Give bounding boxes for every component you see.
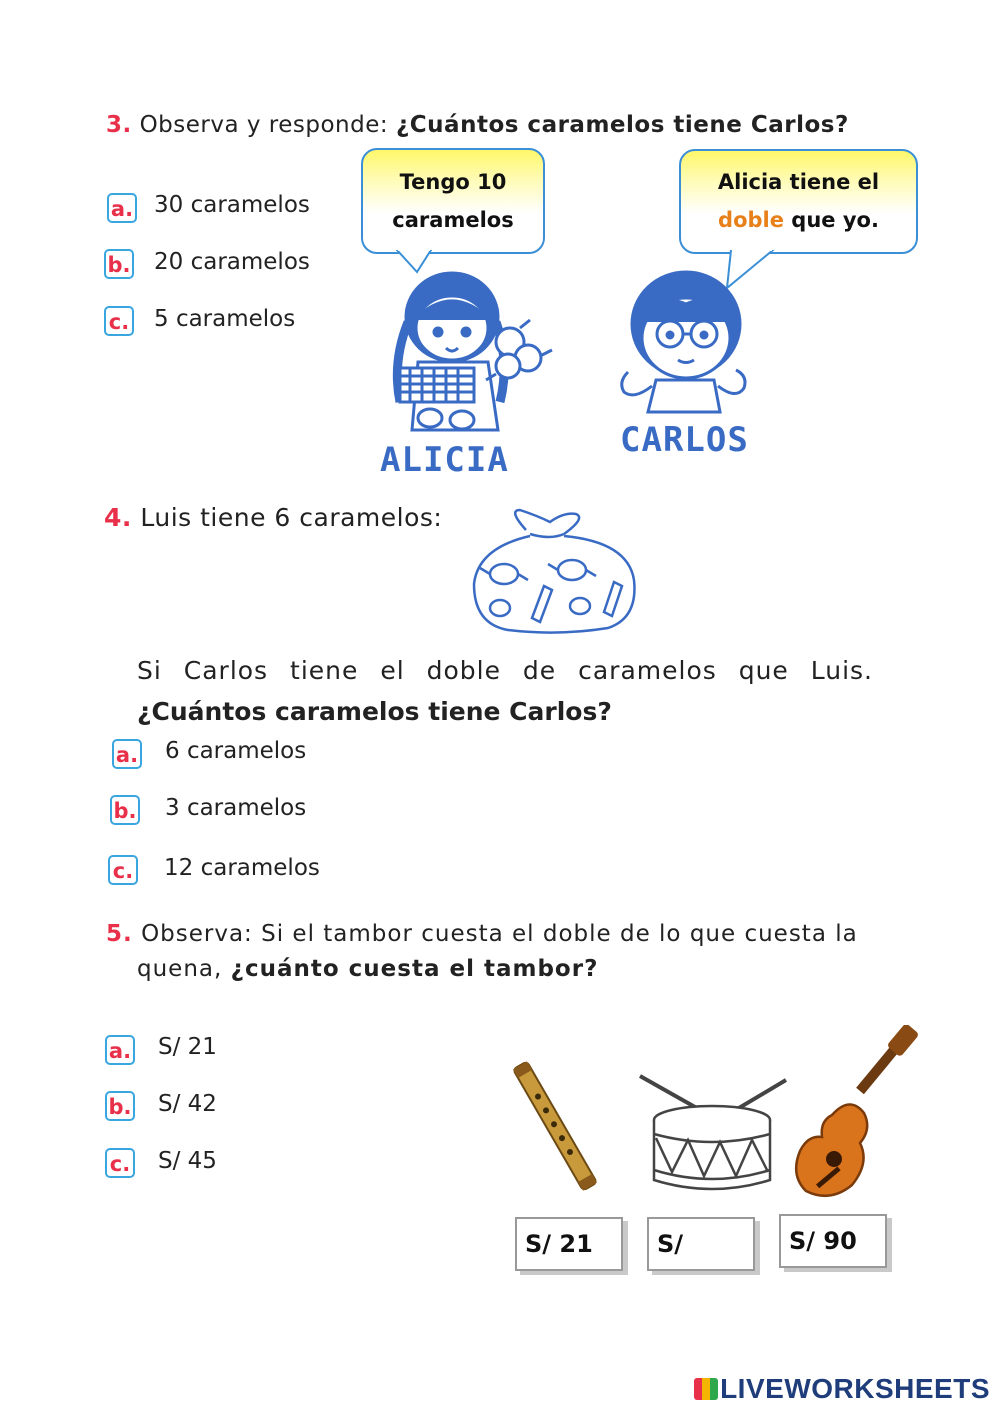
alicia-illustration <box>370 262 560 447</box>
q4-option-a-box[interactable]: a. <box>112 739 142 769</box>
charango-price-tag: S/ 90 <box>779 1214 887 1268</box>
q5-option-a-box[interactable]: a. <box>105 1035 135 1065</box>
q4-option-a-text: 6 caramelos <box>165 738 307 764</box>
q4-statement: Si Carlos tiene el doble de caramelos que Luis. <box>137 656 873 685</box>
q3-intro: Observa y responde: <box>139 112 389 138</box>
liveworksheets-icon <box>694 1378 718 1400</box>
alicia-bubble-line1: Tengo 10 <box>399 170 507 194</box>
q5-option-a-text: S/ 21 <box>158 1034 217 1060</box>
q4-question: ¿Cuántos caramelos tiene Carlos? <box>137 697 612 726</box>
q3-option-a-box[interactable]: a. <box>107 193 137 223</box>
q3-option-b-box[interactable]: b. <box>104 249 134 279</box>
liveworksheets-logo <box>694 1373 990 1405</box>
q3-option-a-text: 30 caramelos <box>154 192 310 218</box>
liveworksheets-logo-text: LIVEWORKSHEETS <box>720 1373 990 1404</box>
carlos-name-label: CARLOS <box>620 420 749 460</box>
q5-option-c-box[interactable]: c. <box>105 1148 135 1178</box>
q4-prompt <box>104 503 442 532</box>
q3-option-c-text: 5 caramelos <box>154 306 296 332</box>
quena-price-tag: S/ 21 <box>515 1217 623 1271</box>
drum-price-tag[interactable]: S/ <box>647 1217 755 1271</box>
q5-option-b-box[interactable]: b. <box>105 1091 135 1121</box>
q4-option-c-text: 12 caramelos <box>164 855 320 881</box>
carlos-illustration <box>608 262 758 422</box>
q4-option-b-box[interactable]: b. <box>110 795 140 825</box>
carlos-bubble-line1: Alicia tiene el <box>717 170 880 194</box>
q5-option-b-text: S/ 42 <box>158 1091 217 1117</box>
alicia-speech-bubble <box>361 148 545 254</box>
q5-number: 5. <box>106 921 133 947</box>
quena-flute-illustration <box>505 1052 605 1200</box>
q3-number: 3. <box>106 112 132 138</box>
carlos-bubble-highlight: doble <box>718 208 784 232</box>
alicia-bubble-line2: caramelos <box>392 208 514 232</box>
q4-number: 4. <box>104 503 132 532</box>
q5-option-c-text: S/ 45 <box>158 1148 217 1174</box>
q5-prompt-line2 <box>137 956 598 982</box>
alicia-name-label: ALICIA <box>380 440 509 480</box>
q4-intro: Luis tiene 6 caramelos: <box>140 503 443 532</box>
carlos-speech-bubble <box>679 149 918 254</box>
carlos-bubble-line2 <box>681 201 916 239</box>
q5-intro: Observa: Si el tambor cuesta el doble de lo que cuesta la <box>141 921 858 947</box>
charango-guitar-illustration <box>790 1025 918 1201</box>
q5-prompt-line1 <box>106 921 858 947</box>
q3-prompt <box>106 112 849 138</box>
carlos-bubble-rest: que yo. <box>791 208 879 232</box>
drum-illustration <box>632 1068 794 1198</box>
q3-question: ¿Cuántos caramelos tiene Carlos? <box>395 112 849 138</box>
q5-intro2: quena, <box>137 956 223 982</box>
candy-bag-illustration <box>468 508 640 638</box>
q3-option-c-box[interactable]: c. <box>104 306 134 336</box>
q4-option-b-text: 3 caramelos <box>165 795 307 821</box>
q4-option-c-box[interactable]: c. <box>108 855 138 885</box>
q3-option-b-text: 20 caramelos <box>154 249 310 275</box>
q5-question: ¿cuánto cuesta el tambor? <box>230 956 599 982</box>
